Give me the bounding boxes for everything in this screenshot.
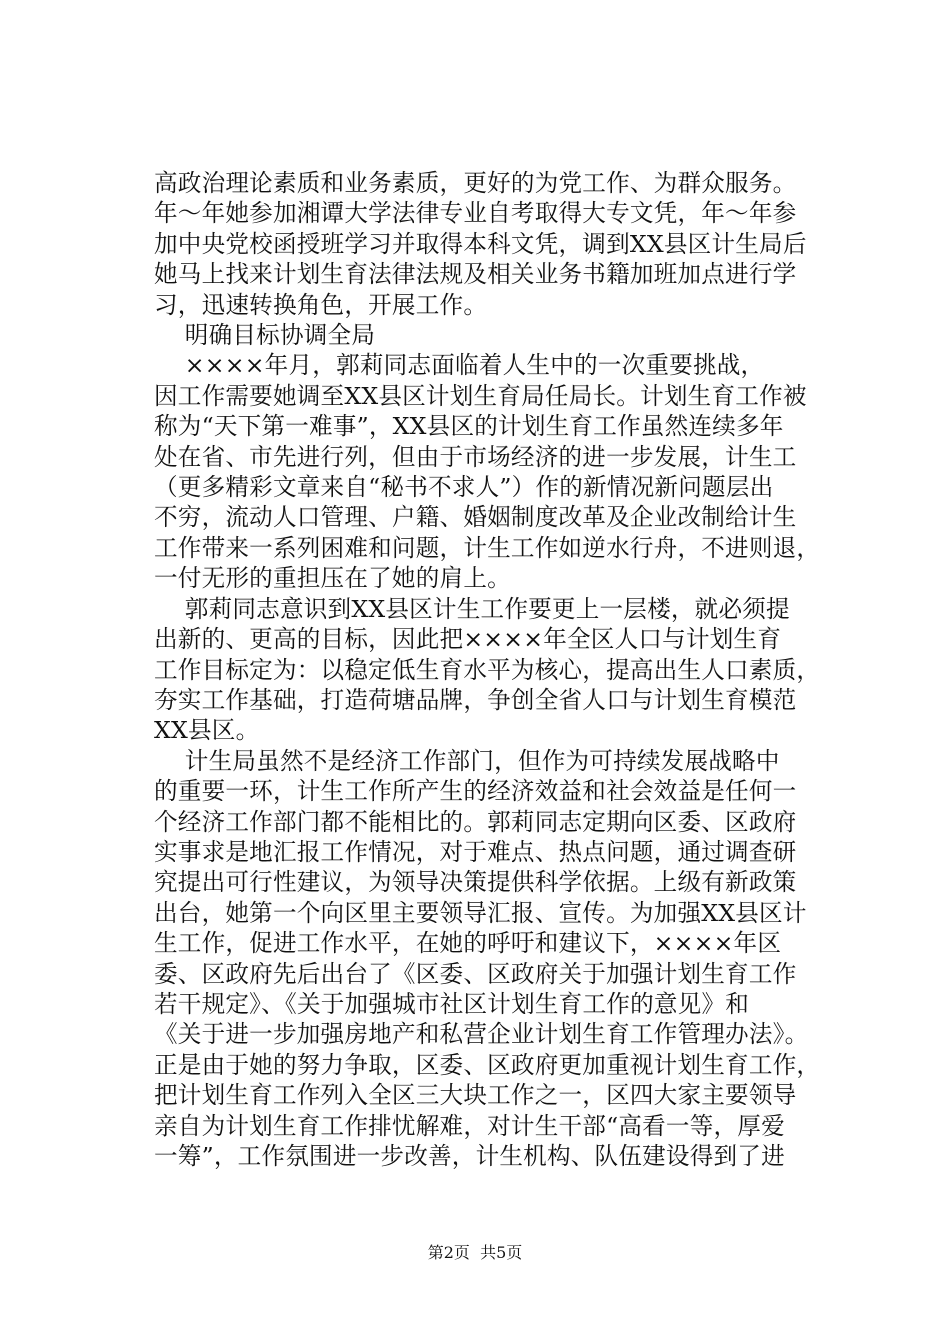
body-text [154, 168, 844, 1171]
text-line: 工作带来一系列困难和问题，计生工作如逆水行舟，不进则退， [154, 533, 821, 562]
text-line: 究提出可行性建议，为领导决策提供科学依据。上级有新政策 [154, 868, 797, 897]
text-line: ××××年月，郭莉同志面临着人生中的一次重要挑战， [154, 351, 765, 380]
text-line: 生工作，促进工作水平，在她的呼吁和建议下，××××年区 [154, 929, 782, 958]
text-line: 习，迅速转换角色，开展工作。 [154, 290, 488, 319]
text-line: 处在省、市先进行列，但由于市场经济的进一步发展，计生工 [154, 442, 797, 471]
text-line: 委、区政府先后出台了《区委、区政府关于加强计划生育工作 [154, 959, 797, 988]
text-line: 亲自为计划生育工作排忧解难，对计生干部“高看一等，厚爱 [154, 1111, 785, 1140]
text-line: 称为“天下第一难事”，XX县区的计划生育工作虽然连续多年 [154, 412, 784, 441]
text-line: 正是由于她的努力争取，区委、区政府更加重视计划生育工作， [154, 1050, 821, 1079]
text-line: 个经济工作部门都不能相比的。郭莉同志定期向区委、区政府 [154, 807, 797, 836]
text-line: 工作目标定为：以稳定低生育水平为核心，提高出生人口素质， [154, 655, 821, 684]
text-line: 因工作需要她调至XX县区计划生育局任局长。计划生育工作被 [154, 381, 807, 410]
text-line: 郭莉同志意识到XX县区计生工作要更上一层楼，就必须提 [154, 594, 790, 623]
text-line: 夯实工作基础，打造荷塘品牌，争创全省人口与计划生育模范 [154, 685, 797, 714]
text-line: 出新的、更高的目标，因此把××××年全区人口与计划生育 [154, 625, 782, 654]
text-line: 不穷，流动人口管理、户籍、婚姻制度改革及企业改制给计生 [154, 503, 797, 532]
text-line: 她马上找来计划生育法律法规及相关业务书籍加班加点进行学 [154, 260, 797, 289]
text-line: 若干规定》、《关于加强城市社区计划生育工作的意见》和 [154, 989, 750, 1018]
text-line: 一付无形的重担压在了她的肩上。 [154, 564, 511, 593]
text-line: 《关于进一步加强房地产和私营企业计划生育工作管理办法》。 [154, 1020, 809, 1049]
text-line: （更多精彩文章来自“秘书不求人”）作的新情况新问题层出 [154, 473, 774, 502]
text-line: 把计划生育工作列入全区三大块工作之一，区四大家主要领导 [154, 1081, 797, 1110]
text-line: 年～年她参加湘谭大学法律专业自考取得大专文凭，年～年参 [154, 199, 797, 228]
text-line: XX县区。 [154, 716, 260, 745]
text-line: 计生局虽然不是经济工作部门，但作为可持续发展战略中 [154, 746, 780, 775]
text-line: 高政治理论素质和业务素质，更好的为党工作、为群众服务。 [154, 169, 797, 197]
page-footer: 第2页 共5页 [427, 1243, 523, 1262]
text-line: 实事求是地汇报工作情况，对于难点、热点问题，通过调查研 [154, 837, 797, 866]
text-line: 加中央党校函授班学习并取得本科文凭，调到XX县区计生局后 [154, 229, 807, 258]
text-line: 出台，她第一个向区里主要领导汇报、宣传。为加强XX县区计 [154, 898, 807, 927]
text-line: 一筹”，工作氛围进一步改善，计生机构、队伍建设得到了进 [154, 1142, 785, 1170]
text-line: 的重要一环，计生工作所产生的经济效益和社会效益是任何一 [154, 777, 797, 806]
text-line: 明确目标协调全局 [154, 321, 376, 350]
